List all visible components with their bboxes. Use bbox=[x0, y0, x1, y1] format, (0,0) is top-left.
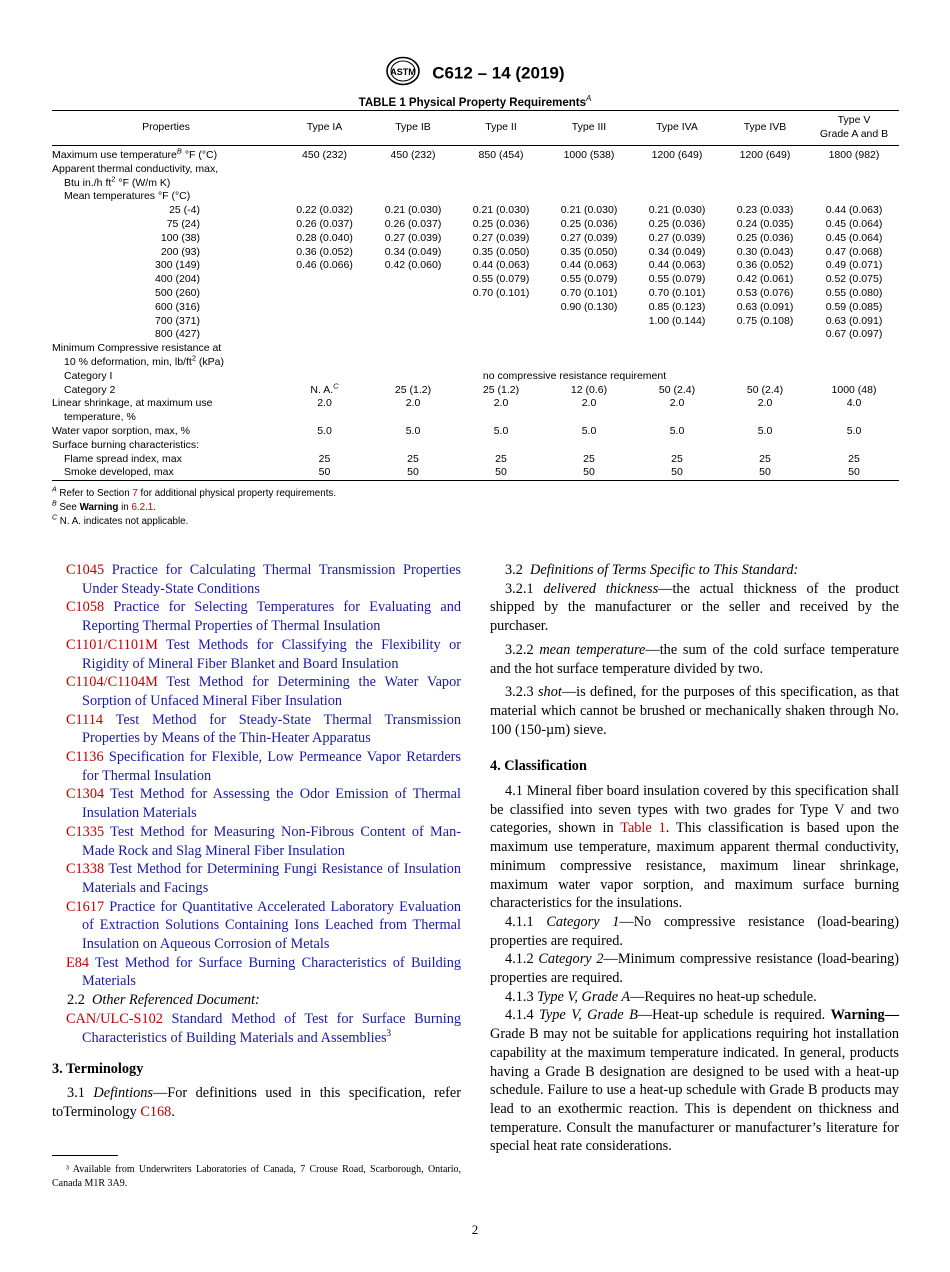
row-label: 10 % deformation, min, $lb/ft^2$ (kPa) bbox=[64, 353, 224, 368]
paragraph: 3.2.1 delivered thickness—the actual thickness of the product shipped by the manufacturer or the seller and received by the purchaser. bbox=[490, 580, 900, 635]
paragraph: 4.1.2 Category 2—Minimum compressive resistance (load-bearing) properties are required. bbox=[490, 951, 900, 987]
table-cell: 2.0 bbox=[757, 397, 773, 410]
table-cell: 0.63 (0.091) bbox=[825, 314, 883, 327]
page-footnote: ³ Available from Underwriters Laboratories of Canada, 7 Crouse Road, Scarborough, Ontario, Canada M1R 3A9. bbox=[52, 1164, 461, 1189]
table-cell bbox=[280, 301, 369, 315]
table-cell bbox=[457, 301, 545, 315]
table-cell: 25 bbox=[671, 452, 683, 465]
table-cell: 0.27 (0.039) bbox=[472, 231, 530, 244]
svg-text:ASTM: ASTM bbox=[390, 67, 417, 77]
reference-title-link[interactable]: Practice for Quantitative Accelerated Laboratory Evaluation of Extraction Solutions Containing Ions Leached from Thermal Insulation on Aqueous Corrosion of Metals bbox=[82, 898, 461, 953]
table-cell: 0.34 (0.049) bbox=[384, 245, 442, 258]
page-number: 2 bbox=[471, 1222, 479, 1237]
reference-title-link[interactable]: Practice for Calculating Thermal Transmission Properties Under Steady-State Conditions bbox=[82, 562, 461, 597]
table-cell bbox=[545, 315, 633, 329]
table-cell: 25 bbox=[495, 452, 507, 465]
reference-item bbox=[52, 898, 461, 954]
reference-item bbox=[52, 860, 461, 897]
reference-code-link[interactable]: C1617 bbox=[66, 898, 105, 915]
table-cell: 0.42 (0.060) bbox=[384, 259, 442, 272]
table-footnote-c: $^C$ N. A. indicates not applicable. bbox=[52, 514, 189, 527]
table-cell: 1800 (982) bbox=[828, 149, 880, 161]
table-cell: 50 bbox=[280, 466, 369, 480]
table-cell: 0.53 (0.076) bbox=[736, 286, 794, 299]
table-cell: 0.70 (0.101) bbox=[560, 286, 618, 299]
table-cell: 50 bbox=[457, 466, 545, 480]
table-cell: 0.21 (0.030) bbox=[472, 204, 530, 217]
table-cell: 0.25 (0.036) bbox=[736, 231, 794, 244]
table-row bbox=[52, 370, 899, 384]
table-cell: 0.25 (0.036) bbox=[472, 217, 530, 230]
table-row bbox=[52, 466, 899, 480]
col-header: Type IVB bbox=[721, 111, 809, 146]
table-cell: 0.35 (0.050) bbox=[472, 245, 530, 258]
table-cell: 0.46 (0.066) bbox=[296, 259, 353, 272]
paragraph: 4.1.1 Category 1—No compressive resistance (load-bearing) properties are required. bbox=[490, 913, 899, 949]
table-cell: 0.34 (0.049) bbox=[648, 245, 706, 258]
col-header: Type IVA bbox=[633, 111, 721, 146]
table-cell: 25 bbox=[318, 452, 331, 465]
table-cell: 1000 (538) bbox=[563, 149, 615, 161]
table-cell: 2.0 bbox=[669, 397, 685, 410]
table-row bbox=[52, 146, 899, 163]
paragraph: 4.1.3 Type V, Grade A—Requires no heat-up schedule. bbox=[505, 988, 817, 1005]
table-row bbox=[52, 287, 899, 301]
col-header: Type III bbox=[545, 111, 633, 146]
reference-code-link[interactable]: C1335 bbox=[66, 823, 105, 840]
table-cell: 12 (0.6) bbox=[570, 383, 608, 396]
table-cell: 0.21 (0.030) bbox=[648, 204, 706, 217]
table-row bbox=[52, 163, 899, 177]
reference-code-link[interactable]: C1304 bbox=[66, 786, 105, 803]
mean-temperature-label: 500 (260) bbox=[155, 286, 200, 299]
table-cell: 5.0 bbox=[493, 424, 509, 437]
table-cell: 50 (2.4) bbox=[658, 383, 696, 396]
table-cell: 5.0 bbox=[846, 424, 862, 437]
subsection-2-2: 2.2 Other Referenced Document: bbox=[67, 992, 260, 1009]
table-cell: 0.30 (0.043) bbox=[736, 245, 794, 258]
mean-temperature-label: 700 (371) bbox=[155, 314, 200, 327]
table-cell: 0.44 (0.063) bbox=[825, 204, 883, 217]
table-cell: 5.0 bbox=[669, 424, 685, 437]
section-heading: 3. Terminology bbox=[52, 1061, 144, 1078]
row-label: Smoke developed, max bbox=[52, 466, 280, 480]
paragraph: 3.2.3 shot—is defined, for the purposes of this specification, as that material which cannot be brushed or mechanically shaken through No. 100 (150-µm) sieve. bbox=[490, 684, 899, 738]
reference-title-link[interactable]: Test Method for Steady-State Thermal Transmission Properties by Means of the Thin-Heater Apparatus bbox=[82, 711, 461, 747]
paragraph: 3.1 Defintions—For definitions used in this specification, refer toTerminology C168. bbox=[52, 1084, 461, 1120]
reference-item bbox=[52, 636, 461, 673]
table-cell: 0.45 (0.064) bbox=[825, 231, 883, 244]
table-cell bbox=[280, 328, 369, 342]
table-cell: 0.90 (0.130) bbox=[560, 300, 618, 313]
table-footnote-a: $^A$ Refer to Section 7 for additional physical property requirements. bbox=[52, 486, 337, 499]
left-column bbox=[52, 561, 461, 1121]
reference-title-link[interactable]: Test Method for Assessing the Odor Emission of Thermal Insulation Materials bbox=[82, 786, 461, 822]
table-cell: 0.70 (0.101) bbox=[472, 286, 530, 299]
reference-item bbox=[52, 561, 461, 598]
reference-code-link[interactable]: C1058 bbox=[66, 599, 105, 616]
table-cell: 4.0 bbox=[846, 397, 862, 410]
table-row bbox=[52, 301, 899, 315]
reference-title-link[interactable]: Test Method for Surface Burning Characteristics of Building Materials bbox=[82, 954, 461, 990]
table-row bbox=[52, 259, 899, 273]
table-cell bbox=[280, 287, 369, 301]
row-label: Minimum Compressive resistance at bbox=[52, 342, 222, 355]
table-row bbox=[52, 453, 899, 467]
reference-code-link[interactable]: C1136 bbox=[66, 749, 104, 766]
table-cell: 0.21 (0.030) bbox=[384, 204, 442, 217]
row-label: Mean temperatures °F (°C) bbox=[64, 190, 191, 203]
reference-item bbox=[52, 711, 461, 748]
table-row bbox=[52, 342, 899, 356]
reference-title-link[interactable]: Test Methods for Classifying the Flexibility or Rigidity of Mineral Fiber Blanket and Board Insulation bbox=[82, 636, 461, 672]
table-row bbox=[52, 190, 899, 204]
table-cell: 50 bbox=[809, 466, 899, 480]
reference-code-link[interactable]: C1338 bbox=[66, 861, 105, 878]
table-cell: 0.27 (0.039) bbox=[384, 231, 442, 244]
table-cell: 0.42 (0.061) bbox=[736, 273, 794, 286]
table-cell: 2.0 bbox=[493, 397, 509, 410]
table-link[interactable]: Table 1 bbox=[620, 820, 666, 837]
mean-temperature-label: 400 (204) bbox=[155, 273, 200, 286]
table-cell: 0.26 (0.037) bbox=[296, 217, 353, 230]
table-cell: 25 (1.2) bbox=[394, 383, 432, 396]
reference-code-link[interactable]: C1104/C1104M bbox=[66, 674, 158, 691]
table-cell: 850 (454) bbox=[478, 149, 524, 161]
table-cell bbox=[280, 315, 369, 329]
table-cell: 0.44 (0.063) bbox=[560, 259, 618, 272]
reference-code-link[interactable]: E84 bbox=[66, 954, 90, 971]
reference-code-link[interactable]: CAN/ULC-S102 bbox=[66, 1010, 163, 1027]
table-cell: 0.75 (0.108) bbox=[736, 314, 794, 327]
reference-item bbox=[52, 823, 461, 860]
paragraph: 3.2 Definitions of Terms Specific to This Standard: bbox=[505, 562, 799, 578]
table-footnote-b: $^B$ See Warning in 6.2.1. bbox=[52, 500, 156, 513]
col-header: Type IA bbox=[280, 111, 369, 146]
table-cell: 0.45 (0.064) bbox=[825, 217, 883, 230]
reference-code-link[interactable]: C1101/C1101M bbox=[66, 636, 158, 653]
reference-item bbox=[52, 673, 461, 710]
table-cell bbox=[369, 328, 457, 342]
footnote-divider bbox=[52, 1155, 118, 1156]
table-cell: 25 (1.2) bbox=[482, 383, 520, 396]
table-cell: 0.55 (0.079) bbox=[560, 273, 618, 286]
table-cell: 25 bbox=[583, 452, 595, 465]
paragraph: 3.2.2 mean temperature—the sum of the cold surface temperature and the hot surface temperature divided by two. bbox=[490, 641, 899, 677]
table-cell: 0.63 (0.091) bbox=[736, 300, 794, 313]
table-cell: 0.85 (0.123) bbox=[648, 300, 706, 313]
table-cell bbox=[369, 301, 457, 315]
standard-designation: C612 – 14 (2019) bbox=[432, 63, 565, 83]
table-cell: 0.25 (0.036) bbox=[648, 217, 706, 230]
mean-temperature-label: 300 (149) bbox=[155, 259, 200, 272]
table-cell: 0.27 (0.039) bbox=[560, 231, 618, 244]
reference-title-link[interactable]: Standard Method of Test for Surface Burning Characteristics of Building Materials and Assemblies bbox=[82, 1010, 461, 1046]
reference-title-link[interactable]: Test Method for Determining the Water Vapor Sorption of Unfaced Mineral Fiber Insulation bbox=[82, 674, 461, 709]
table-row bbox=[52, 328, 899, 342]
table-cell: 1200 (649) bbox=[739, 149, 791, 161]
table-cell: 0.49 (0.071) bbox=[825, 259, 883, 272]
table-cell: 0.24 (0.035) bbox=[736, 217, 794, 230]
table-cell: 50 bbox=[545, 466, 633, 480]
table-row bbox=[52, 218, 899, 232]
col-header: Properties bbox=[52, 111, 280, 146]
table-cell: 50 bbox=[369, 466, 457, 480]
table-cell bbox=[633, 328, 721, 342]
row-label: Category 2 bbox=[64, 383, 116, 396]
table-cell: 0.55 (0.079) bbox=[472, 273, 530, 286]
mean-temperature-label: 75 (24) bbox=[166, 217, 200, 230]
row-label: Linear shrinkage, at maximum use bbox=[52, 397, 213, 410]
col-header: Type II bbox=[457, 111, 545, 146]
reference-list bbox=[52, 561, 461, 991]
section-heading: 4. Classification bbox=[490, 758, 587, 775]
section-link[interactable]: 7 bbox=[132, 488, 138, 499]
table-row bbox=[52, 315, 899, 329]
table-cell: 450 (232) bbox=[390, 149, 436, 161]
reference-title-link[interactable]: Test Method for Measuring Non-Fibrous Content of Man-Made Rock and Slag Mineral Fiber Insulation bbox=[82, 823, 461, 859]
row-label: Flame spread index, max bbox=[64, 452, 182, 465]
table-cell: 1000 (48) bbox=[831, 383, 877, 396]
table-cell: 0.28 (0.040) bbox=[296, 231, 353, 244]
section-link[interactable]: 6.2.1 bbox=[131, 502, 154, 513]
table-cell: 5.0 bbox=[317, 424, 332, 437]
table-cell: 0.67 (0.097) bbox=[825, 328, 883, 341]
table-cell bbox=[280, 273, 369, 287]
table-cell: 0.36 (0.052) bbox=[736, 259, 794, 272]
mean-temperature-label: 800 (427) bbox=[155, 328, 200, 341]
mean-temperature-label: 25 (-4) bbox=[169, 204, 200, 217]
table-cell: 0.35 (0.050) bbox=[560, 245, 618, 258]
table-cell: no compressive resistance requirement bbox=[482, 369, 667, 382]
table-row bbox=[52, 411, 899, 425]
table-cell: 2.0 bbox=[405, 397, 421, 410]
table-cell: 0.44 (0.063) bbox=[648, 259, 706, 272]
mean-temperature-label: 100 (38) bbox=[160, 231, 200, 244]
table-cell: 1200 (649) bbox=[651, 149, 703, 161]
table-cell bbox=[457, 315, 545, 329]
table-cell: 50 bbox=[721, 466, 809, 480]
table-row bbox=[52, 397, 899, 411]
row-label: Category I bbox=[64, 369, 113, 382]
reference-item bbox=[52, 598, 461, 635]
table-row bbox=[52, 439, 899, 453]
row-label: Apparent thermal conductivity, max, bbox=[52, 162, 219, 175]
table-row bbox=[52, 273, 899, 287]
physical-property-table bbox=[52, 110, 899, 481]
reference-code-link[interactable]: C1114 bbox=[66, 711, 104, 728]
astm-logo bbox=[385, 56, 421, 91]
table-cell: 5.0 bbox=[405, 424, 421, 437]
row-label: temperature, % bbox=[64, 411, 136, 424]
reference-title-link[interactable]: Test Method for Determining Fungi Resistance of Insulation Materials and Facings bbox=[82, 861, 461, 896]
table-cell: 0.25 (0.036) bbox=[560, 217, 618, 230]
table-cell: 0.27 (0.039) bbox=[648, 231, 706, 244]
table-cell: 5.0 bbox=[757, 424, 773, 437]
table-cell: 0.55 (0.080) bbox=[825, 286, 883, 299]
reference-item bbox=[52, 954, 461, 991]
right-column bbox=[490, 561, 899, 1156]
table-row bbox=[52, 356, 899, 370]
paragraph: 4.1.4 Type V, Grade B—Heat-up schedule is required. Warning—Grade B may not be suitable for applications requiring hot installation capability at the maximum temperature indicated. In general, products having a Grade B designation are designed to be used with a heat-up schedule. Failure to use a heat-up schedule with Grade B products may lead to an exothermic reaction. This is dependent on thickness and temperature. Consult the manufacturer or manufacturer’s literature for special heat rate considerations. bbox=[490, 1007, 899, 1155]
reference-item: CAN/ULC-S102 Standard Method of Test for Surface Burning Characteristics of Building Materials and Assemblies$^3$ bbox=[66, 1010, 461, 1046]
reference-title-link[interactable]: Practice for Selecting Temperatures for Evaluating and Reporting Thermal Properties of Thermal Insulation bbox=[82, 599, 461, 635]
reference-title-link[interactable]: Specification for Flexible, Low Permeance Vapor Retarders for Thermal Insulation bbox=[82, 749, 461, 784]
table-cell bbox=[369, 315, 457, 329]
col-header: Type IB bbox=[369, 111, 457, 146]
table-cell: 5.0 bbox=[581, 424, 597, 437]
table-cell: 0.44 (0.063) bbox=[472, 259, 530, 272]
page-header bbox=[0, 56, 950, 91]
table-cell: 0.70 (0.101) bbox=[648, 286, 706, 299]
table-row bbox=[52, 425, 899, 439]
table-cell: 0.47 (0.068) bbox=[825, 245, 883, 258]
table-cell: 0.26 (0.037) bbox=[384, 217, 442, 230]
table-cell: 2.0 bbox=[317, 397, 332, 410]
paragraph: 4.1 Mineral fiber board insulation covered by this specification shall be classified into seven types with two grades for Type V and two categories, shown in Table 1. This classification is based upon the maximum use temperature, maximum apparent thermal conductivity, minimum compressive resistance, maximum linear shrinkage, maximum water vapor sorption, and maximum surface burning characteristics for the insulations. bbox=[490, 783, 899, 912]
reference-link[interactable]: C168 bbox=[140, 1103, 172, 1120]
reference-item bbox=[52, 785, 461, 822]
table-title: TABLE 1 Physical Property Requirements$^A$ bbox=[358, 94, 592, 109]
row-label: Water vapor sorption, max, % bbox=[52, 424, 190, 437]
table-cell: 0.21 (0.030) bbox=[560, 204, 618, 217]
table-cell: 450 (232) bbox=[302, 149, 347, 161]
table-cell: 2.0 bbox=[581, 397, 597, 410]
table-cell: 25 bbox=[407, 452, 419, 465]
table-cell bbox=[369, 273, 457, 287]
row-label: Btu in./h $ft^2$ °F (W/m K) bbox=[64, 174, 171, 189]
row-label: Surface burning characteristics: bbox=[52, 438, 200, 451]
reference-item bbox=[52, 748, 461, 785]
table-cell: 50 bbox=[633, 466, 721, 480]
mean-temperature-label: 200 (93) bbox=[160, 245, 200, 258]
table-cell: 1.00 (0.144) bbox=[648, 314, 706, 327]
table-cell: 0.22 (0.032) bbox=[296, 204, 353, 217]
table-cell: 0.23 (0.033) bbox=[736, 204, 794, 217]
table-row bbox=[52, 246, 899, 260]
mean-temperature-label: 600 (316) bbox=[155, 300, 200, 313]
row-label: Maximum use temperature$^B$ °F (°C) bbox=[52, 146, 218, 161]
table-cell bbox=[545, 328, 633, 342]
table-cell: 0.52 (0.075) bbox=[825, 273, 883, 286]
table-cell: 0.59 (0.085) bbox=[825, 300, 883, 313]
table-cell bbox=[721, 328, 809, 342]
table-row bbox=[52, 177, 899, 191]
table-cell: 0.55 (0.079) bbox=[648, 273, 706, 286]
col-header: Type V Grade A and B bbox=[809, 111, 899, 146]
table-cell: N. A.$^C$ bbox=[310, 381, 339, 396]
table-cell bbox=[369, 287, 457, 301]
table-row bbox=[52, 204, 899, 218]
table-cell bbox=[457, 328, 545, 342]
table-cell: 25 bbox=[759, 452, 771, 465]
table-row bbox=[52, 232, 899, 246]
reference-code-link[interactable]: C1045 bbox=[66, 562, 105, 578]
table-cell: 0.36 (0.052) bbox=[296, 245, 353, 258]
table-cell: 25 bbox=[848, 452, 860, 465]
table-row bbox=[52, 384, 899, 398]
table-cell: 50 (2.4) bbox=[746, 383, 784, 396]
table-header-row bbox=[52, 111, 899, 146]
